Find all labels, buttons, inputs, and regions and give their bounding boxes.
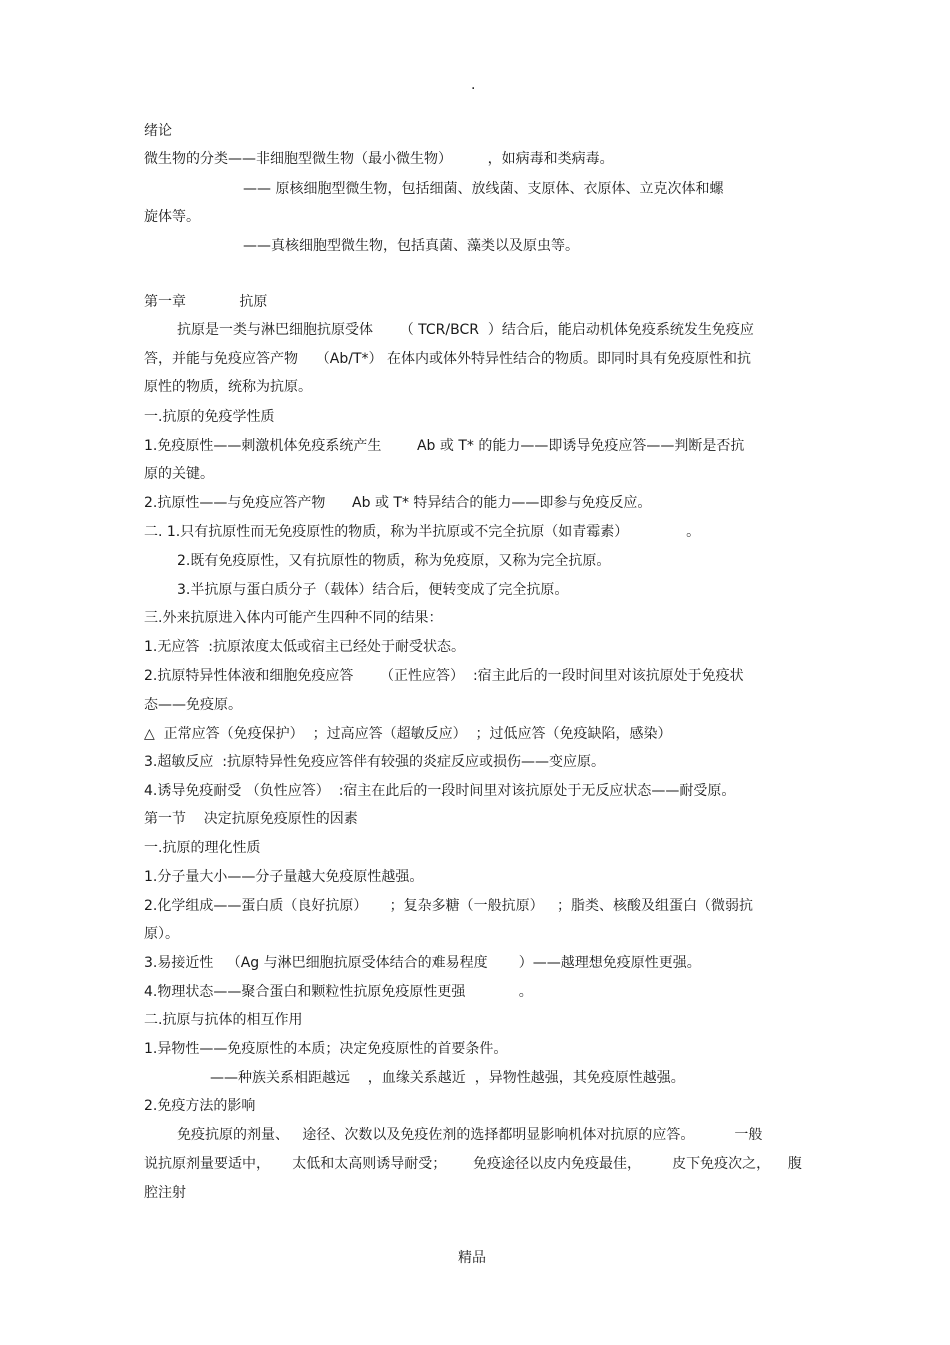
text-line: 2.免疫方法的影响	[144, 1098, 256, 1114]
text-line: 3.半抗原与蛋白质分子（载体）结合后，便转变成了完全抗原。	[177, 582, 569, 598]
text-line: 抗原是一类与淋巴细胞抗原受体 （ TCR/BCR ）结合后，能启动机体免疫系统发生免疫应	[177, 322, 754, 338]
heading: 一.抗原的免疫学性质	[144, 409, 275, 425]
text-line: 态——免疫原。	[144, 697, 242, 713]
text-line: 1.分子量大小——分子量越大免疫原性越强。	[144, 869, 424, 885]
text-line: ——真核细胞型微生物，包括真菌、藻类以及原虫等。	[243, 238, 579, 254]
text-line: 原性的物质，统称为抗原。	[144, 379, 312, 395]
heading: 三.外来抗原进入体内可能产生四种不同的结果：	[144, 610, 443, 626]
text-line: △ 正常应答（免疫保护） ；过高应答（超敏反应） ；过低应答（免疫缺陷，感染）	[144, 726, 672, 742]
text-line: 1.无应答 :抗原浓度太低或宿主已经处于耐受状态。	[144, 639, 465, 655]
text-line: 2.化学组成——蛋白质（良好抗原） ；复杂多糖（一般抗原） ；脂类、核酸及组蛋白（微弱抗	[144, 898, 753, 914]
text-line: 腔注射	[144, 1185, 186, 1201]
header-dot: .	[471, 77, 476, 93]
heading: 二.抗原与抗体的相互作用	[144, 1012, 303, 1028]
text-line: 说抗原剂量要适中， 太低和太高则诱导耐受； 免疫途径以皮内免疫最佳， 皮下免疫次之， 腹	[144, 1156, 802, 1172]
text-line: 1.异物性——免疫原性的本质；决定免疫原性的首要条件。	[144, 1041, 508, 1057]
heading: 一.抗原的理化性质	[144, 840, 261, 856]
text-line: 原的关键。	[144, 466, 214, 482]
text-line: 旋体等。	[144, 209, 200, 225]
text-line: 答，并能与免疫应答产物 （Ab/T*） 在体内或体外特异性结合的物质。即同时具有免疫原性和抗	[144, 351, 751, 367]
text-line: 4.物理状态——聚合蛋白和颗粒性抗原免疫原性更强 。	[144, 984, 533, 1000]
text-line: 2.抗原性——与免疫应答产物 Ab 或 T* 特异结合的能力——即参与免疫反应。	[144, 495, 652, 511]
text-line: 免疫抗原的剂量、 途径、次数以及免疫佐剂的选择都明显影响机体对抗原的应答。 一般	[177, 1127, 763, 1143]
chapter-title: 第一章 抗原	[144, 294, 268, 310]
text-line: 1.免疫原性——刺激机体免疫系统产生 Ab 或 T* 的能力——即诱导免疫应答——判断是否抗	[144, 438, 745, 454]
text-line: ——种族关系相距越远 ，血缘关系越近 ，异物性越强，其免疫原性越强。	[210, 1070, 685, 1086]
text-line: 3.超敏反应 :抗原特异性免疫应答伴有较强的炎症反应或损伤——变应原。	[144, 754, 605, 770]
page-footer: 精品	[458, 1250, 486, 1266]
text-line: 2.既有免疫原性，又有抗原性的物质，称为免疫原，又称为完全抗原。	[177, 553, 611, 569]
text-line: 4.诱导免疫耐受 （负性应答） :宿主在此后的一段时间里对该抗原处于无反应状态——耐受原。	[144, 783, 736, 799]
text-line: 二. 1.只有抗原性而无免疫原性的物质，称为半抗原或不完全抗原（如青霉素） 。	[144, 524, 701, 540]
section-title: 第一节 决定抗原免疫原性的因素	[144, 811, 358, 827]
text-line: 2.抗原特异性体液和细胞免疫应答 （正性应答） :宿主此后的一段时间里对该抗原处于免疫状	[144, 668, 744, 684]
section-title-intro: 绪论	[144, 123, 172, 139]
text-line: 微生物的分类——非细胞型微生物（最小微生物） ，如病毒和类病毒。	[144, 151, 614, 167]
text-line: 原）。	[144, 926, 179, 942]
text-line: —— 原核细胞型微生物，包括细菌、放线菌、支原体、衣原体、立克次体和螺	[243, 181, 724, 197]
text-line: 3.易接近性 （Ag 与淋巴细胞抗原受体结合的难易程度 ）——越理想免疫原性更强。	[144, 955, 701, 971]
